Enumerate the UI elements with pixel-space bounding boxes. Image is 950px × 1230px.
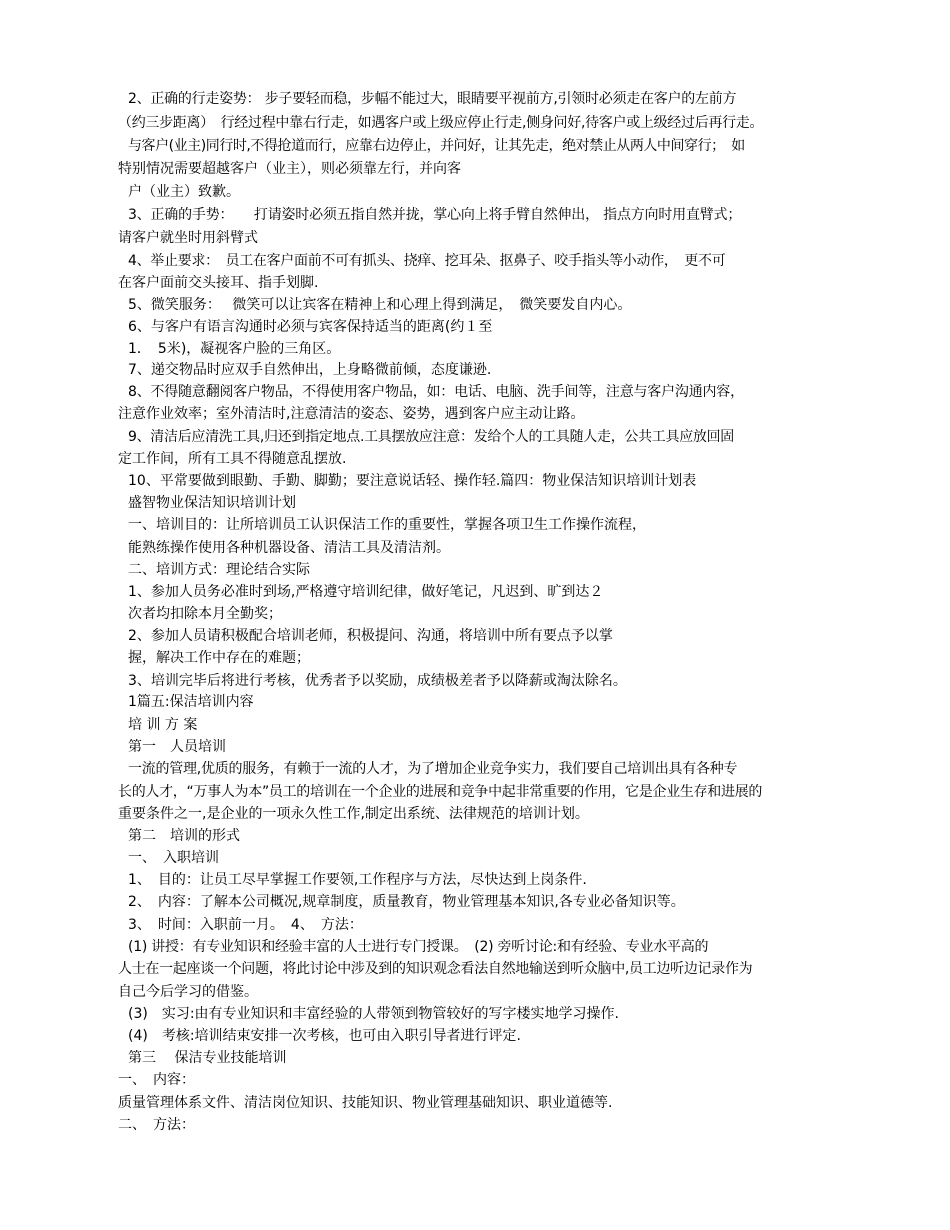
text-line: 4、举止要求： 员工在客户面前不可有抓头、挠痒、挖耳朵、抠鼻子、咬手指头等小动作， 更不可 bbox=[128, 253, 726, 269]
text-line: 第三 保洁专业技能培训 bbox=[128, 1050, 287, 1066]
text-line: 7、递交物品时应双手自然伸出，上身略微前倾，态度谦逊. bbox=[128, 362, 492, 378]
text-line: (3) 实习:由有专业知识和丰富经验的人带领到物管较好的写字楼实地学习操作. bbox=[128, 1006, 619, 1022]
text-line: 重要条件之一,是企业的一项永久性工作,制定出系统、法律规范的培训计划。 bbox=[118, 806, 589, 822]
text-line: 5、微笑服务： 微笑可以让宾客在精神上和心理上得到满足， 微笑要发自内心。 bbox=[128, 297, 632, 313]
text-line: 10、平常要做到眼勤、手勤、脚勤；要注意说话轻、操作轻.篇四：物业保洁知识培训计划表 bbox=[128, 473, 697, 489]
text-line: 二、 方法： bbox=[118, 1117, 195, 1133]
text-line: 9、清洁后应清洗工具,归还到指定地点.工具摆放应注意：发给个人的工具随人走，公共工具应放回固 bbox=[128, 429, 735, 445]
text-line: 握，解决工作中存在的难题； bbox=[128, 650, 310, 666]
text-line: 注意作业效率；室外清洁时,注意清洁的姿态、姿势，遇到客户应主动让路。 bbox=[118, 406, 585, 422]
text-line: 1、 目的：让员工尽早掌握工作要领,工作程序与方法，尽快达到上岗条件. bbox=[128, 872, 587, 888]
text-line: 1篇五:保洁培训内容 bbox=[128, 694, 254, 710]
text-line: 在客户面前交头接耳、指手划脚. bbox=[118, 275, 319, 291]
text-line: 3、正确的手势： 打请姿时必须五指自然并拢，掌心向上将手臂自然伸出， 指点方向时用直臂式； bbox=[128, 207, 742, 223]
text-line: 特别情况需要超越客户（业主），则必须靠左行，并向客 bbox=[118, 161, 461, 177]
text-line: 8、不得随意翻阅客户物品，不得使用客户物品，如：电话、电脑、洗手间等，注意与客户沟通内容， bbox=[128, 384, 744, 400]
text-line: 1、参加人员务必准时到场,严格遵守培训纪律，做好笔记，凡迟到、旷到达２ bbox=[128, 584, 604, 600]
text-line: 一、 内容： bbox=[118, 1072, 195, 1088]
text-line: 人士在一起座谈一个问题，将此讨论中涉及到的知识观念看法自然地输送到听众脑中,员工边听边记录作为 bbox=[118, 961, 753, 977]
text-line: 6、与客户有语言沟通时必须与宾客保持适当的距离(约１至 bbox=[128, 319, 493, 335]
text-line: 2、正确的行走姿势： 步子要轻而稳，步幅不能过大，眼睛要平视前方,引领时必须走在客户的左前方 bbox=[128, 91, 737, 107]
text-line: 长的人才，“万事人为本”员工的培训在一个企业的进展和竞争中起非常重要的作用，它是企业生存和进展的 bbox=[118, 784, 763, 800]
text-line: 自己今后学习的借鉴。 bbox=[118, 984, 258, 1000]
text-line: 2、 内容：了解本公司概况,规章制度，质量教育，物业管理基本知识,各专业必备知识等。 bbox=[128, 894, 685, 910]
text-line: 请客户就坐时用斜臂式 bbox=[118, 230, 258, 246]
text-line: 户（业主）致歉。 bbox=[128, 184, 240, 200]
text-line: (4) 考核:培训结束安排一次考核，也可由入职引导者进行评定. bbox=[128, 1028, 521, 1044]
text-line: 一、培训目的：让所培训员工认识保洁工作的重要性，掌握各项卫生工作操作流程， bbox=[128, 517, 646, 533]
text-line: 次者均扣除本月全勤奖； bbox=[128, 606, 282, 622]
text-line: （约三步距离） 行经过程中靠右行走，如遇客户或上级应停止行走,侧身问好,待客户或上级经过后再行走。 bbox=[118, 115, 764, 131]
text-line: 盛智物业保洁知识培训计划 bbox=[128, 495, 296, 511]
text-line: 第一 人员培训 bbox=[128, 739, 226, 755]
text-line: 2、参加人员请积极配合培训老师，积极提问、沟通，将培训中所有要点予以掌 bbox=[128, 628, 613, 644]
text-line: 一、 入职培训 bbox=[128, 850, 219, 866]
text-line: 1． 5米)，凝视客户脸的三角区。 bbox=[128, 341, 341, 357]
text-line: 质量管理体系文件、清洁岗位知识、技能知识、物业管理基础知识、职业道德等. bbox=[118, 1095, 613, 1111]
text-line: (1) 讲授：有专业知识和经验丰富的人士进行专门授课。 (2) 旁听讨论:和有经验、专业水平高的 bbox=[128, 939, 709, 955]
text-line: 与客户(业主)同行时,不得抢道而行，应靠右边停止，并问好，让其先走，绝对禁止从两人中间穿行； 如 bbox=[128, 138, 745, 154]
text-line: 3、培训完毕后将进行考核，优秀者予以奖励，成绩极差者予以降薪或淘汰除名。 bbox=[128, 673, 627, 689]
text-line: 定工作间，所有工具不得随意乱摆放. bbox=[118, 451, 347, 467]
text-line: 一流的管理,优质的服务，有赖于一流的人才，为了增加企业竞争实力，我们要自己培训出具有各种专 bbox=[128, 761, 738, 777]
text-line: 3、 时间：入职前一月。 4、 方法： bbox=[128, 917, 363, 933]
text-line: 第二 培训的形式 bbox=[128, 828, 240, 844]
text-line: 培 训 方 案 bbox=[128, 717, 198, 733]
text-line: 二、培训方式：理论结合实际 bbox=[128, 562, 310, 578]
text-line: 能熟练操作使用各种机器设备、清洁工具及清洁剂。 bbox=[128, 540, 450, 556]
